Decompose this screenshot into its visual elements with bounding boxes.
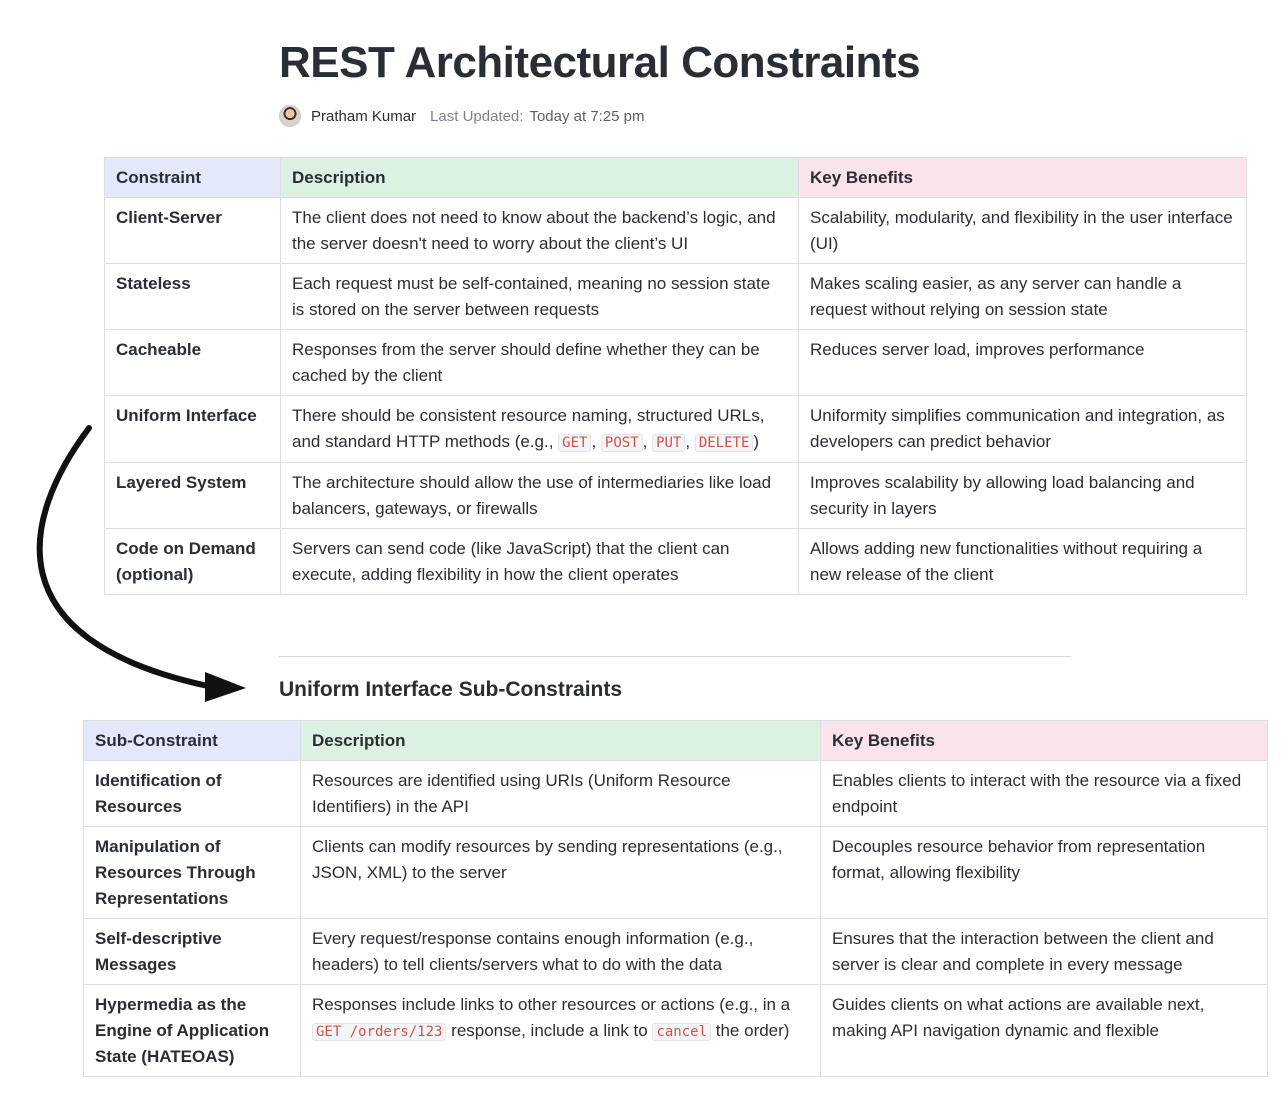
table-row xyxy=(105,396,1247,463)
constraint-name: Cacheable xyxy=(105,330,281,396)
sub-constraint-name: Manipulation of Resources Through Representations xyxy=(84,827,301,919)
column-header-constraint: Constraint xyxy=(105,158,281,198)
description-text: ) xyxy=(753,432,760,451)
curved-arrow-icon xyxy=(0,0,260,720)
constraint-benefit: Improves scalability by allowing load balancing and security in layers xyxy=(799,463,1247,529)
constraint-name: Uniform Interface xyxy=(105,396,281,463)
arrow-head xyxy=(205,672,246,702)
doc-meta xyxy=(279,104,645,128)
author-name[interactable]: Pratham Kumar xyxy=(311,107,417,125)
table-row xyxy=(105,330,1247,396)
constraint-description: The client does not need to know about the backend’s logic, and the server doesn't need to worry about the client’s UI xyxy=(281,198,799,264)
description-text: the order) xyxy=(711,1021,790,1040)
constraint-description xyxy=(281,396,799,463)
http-method-delete: DELETE xyxy=(695,434,754,452)
constraint-name: Client-Server xyxy=(105,198,281,264)
separator-text: , xyxy=(591,432,601,451)
constraint-name: Stateless xyxy=(105,264,281,330)
table-header-row xyxy=(84,721,1268,761)
separator-text: , xyxy=(642,432,653,451)
page-title: REST Architectural Constraints xyxy=(279,38,921,87)
last-updated-label: Last Updated: xyxy=(430,107,524,125)
last-updated-value: Today at 7:25 pm xyxy=(529,107,645,125)
sub-constraint-name: Self-descriptive Messages xyxy=(84,919,301,985)
http-method-post: POST xyxy=(601,434,643,452)
http-method-put: PUT xyxy=(652,434,685,452)
constraint-benefit: Scalability, modularity, and flexibility in the user interface (UI) xyxy=(799,198,1247,264)
sub-constraint-description: Every request/response contains enough information (e.g., headers) to tell clients/servers what to do with the data xyxy=(301,919,821,985)
table-header-row xyxy=(105,158,1247,198)
sub-constraint-name: Hypermedia as the Engine of Application State (HATEOAS) xyxy=(84,985,301,1077)
sub-constraints-table xyxy=(83,720,1268,1077)
description-text: Responses include links to other resources or actions (e.g., in a xyxy=(312,995,791,1014)
code-endpoint: GET /orders/123 xyxy=(312,1023,446,1041)
section-heading: Uniform Interface Sub-Constraints xyxy=(279,678,623,701)
column-header-key-benefits: Key Benefits xyxy=(821,721,1268,761)
section-divider xyxy=(279,656,1071,657)
column-header-description: Description xyxy=(281,158,799,198)
constraint-benefit: Uniformity simplifies communication and integration, as developers can predict behavior xyxy=(799,396,1247,463)
table-row xyxy=(105,264,1247,330)
sub-constraint-description: Clients can modify resources by sending representations (e.g., JSON, XML) to the server xyxy=(301,827,821,919)
table-row xyxy=(84,761,1268,827)
constraint-description: The architecture should allow the use of intermediaries like load balancers, gateways, or firewalls xyxy=(281,463,799,529)
constraint-name: Code on Demand (optional) xyxy=(105,529,281,595)
avatar[interactable] xyxy=(279,105,301,127)
description-text: There should be consistent resource naming, structured URLs, and standard HTTP methods (e.g., xyxy=(292,406,765,451)
constraint-benefit: Reduces server load, improves performance xyxy=(799,330,1247,396)
code-action: cancel xyxy=(652,1023,711,1041)
sub-constraint-benefit: Enables clients to interact with the resource via a fixed endpoint xyxy=(821,761,1268,827)
sub-constraint-description: Resources are identified using URIs (Uniform Resource Identifiers) in the API xyxy=(301,761,821,827)
arrow-curve xyxy=(40,428,208,686)
table-row xyxy=(105,529,1247,595)
column-header-description: Description xyxy=(301,721,821,761)
constraints-table xyxy=(104,157,1247,595)
description-text: response, include a link to xyxy=(446,1021,653,1040)
table-row xyxy=(105,198,1247,264)
sub-constraint-name: Identification of Resources xyxy=(84,761,301,827)
table-row xyxy=(84,919,1268,985)
sub-constraint-benefit: Ensures that the interaction between the client and server is clear and complete in every message xyxy=(821,919,1268,985)
table-row xyxy=(84,827,1268,919)
constraint-benefit: Makes scaling easier, as any server can handle a request without relying on session state xyxy=(799,264,1247,330)
column-header-key-benefits: Key Benefits xyxy=(799,158,1247,198)
separator-text: , xyxy=(685,432,695,451)
table-row xyxy=(84,985,1268,1077)
constraint-name: Layered System xyxy=(105,463,281,529)
constraint-benefit: Allows adding new functionalities without requiring a new release of the client xyxy=(799,529,1247,595)
sub-constraint-benefit: Guides clients on what actions are available next, making API navigation dynamic and flexible xyxy=(821,985,1268,1077)
sub-constraint-benefit: Decouples resource behavior from representation format, allowing flexibility xyxy=(821,827,1268,919)
table-row xyxy=(105,463,1247,529)
http-method-get: GET xyxy=(558,434,591,452)
constraint-description: Servers can send code (like JavaScript) that the client can execute, adding flexibility in how the client operates xyxy=(281,529,799,595)
sub-constraint-description xyxy=(301,985,821,1077)
constraint-description: Each request must be self-contained, meaning no session state is stored on the server between requests xyxy=(281,264,799,330)
column-header-sub-constraint: Sub-Constraint xyxy=(84,721,301,761)
constraint-description: Responses from the server should define whether they can be cached by the client xyxy=(281,330,799,396)
